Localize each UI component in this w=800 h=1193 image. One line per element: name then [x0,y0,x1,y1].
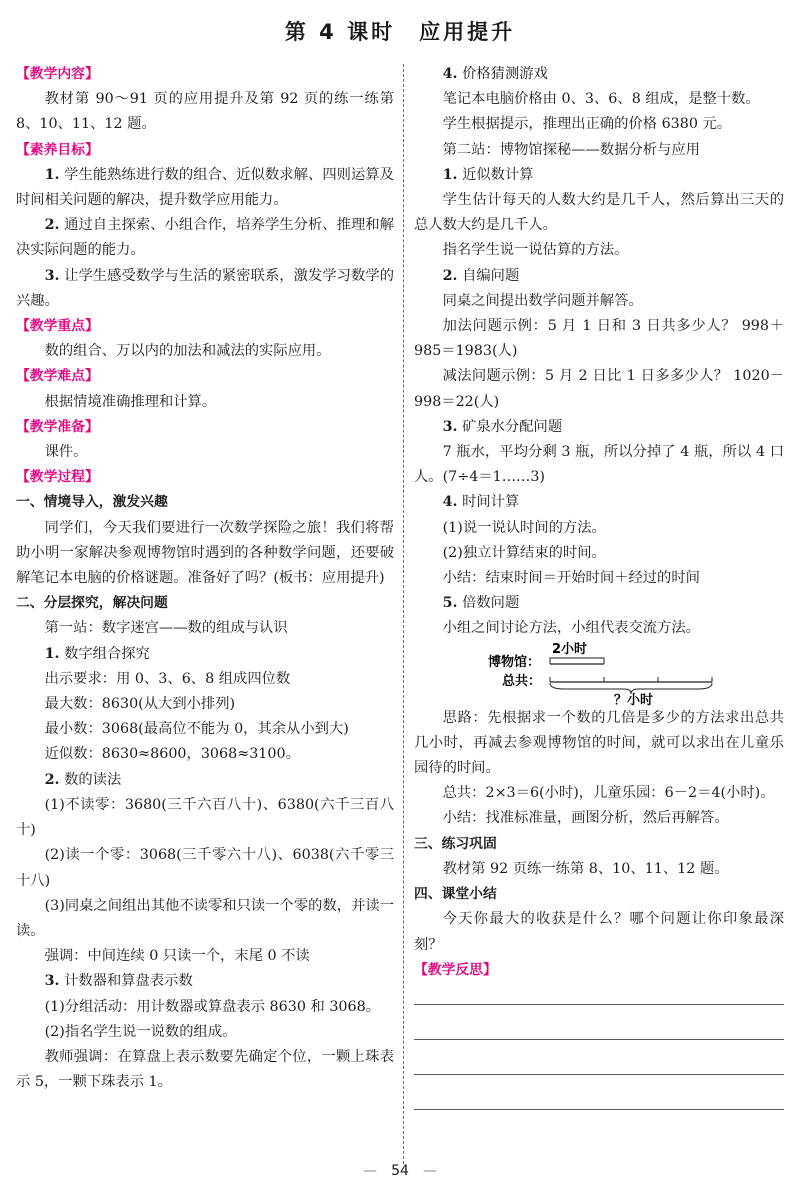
section-heading: 二、分层探究，解决问题 [16,595,168,612]
item-title: 2. 自编问题 [442,267,520,284]
item-line: (2)独立计算结束的时间。 [442,544,606,561]
item-line: 小组之间讨论方法，小组代表交流方法。 [442,620,700,637]
prep-text: 课件。 [44,444,88,461]
item-line: 强调：中间连续 0 只读一个，末尾 0 不读 [44,948,310,965]
item-line: 近似数：8630≈8600，3068≈3100。 [44,746,300,763]
reflection-line [414,1022,784,1040]
item-title: 3. 计数器和算盘表示数 [44,973,193,990]
museum-label: 博物馆： [488,654,541,670]
section-heading: 三、练习巩固 [414,835,497,852]
item-line: (2)指名学生说一说数的组成。 [44,1023,237,1040]
segment-diagram [414,642,784,706]
section-text: 同学们，今天我们要进行一次数学探险之旅！我们将帮助小明一家解决参观博物馆时遇到的各种数学问题，还要破解笔记本电脑的价格谜题。准备好了吗？(板书：应用提升) [16,519,394,587]
goal-item: 3. 让学生感受数学与生活的紧密联系，激发学习数学的兴趣。 [16,267,394,309]
reflection-line [414,987,784,1005]
item-title: 3. 矿泉水分配问题 [442,418,563,435]
museum-brace [550,658,604,664]
difficulty-text: 根据情境准确推理和计算。 [44,393,217,410]
item-line: 7 瓶水，平均分剩 3 瓶，所以分掉了 4 瓶，所以 4 口人。(7÷4＝1……3) [414,444,784,486]
item-line: 总共：2×3＝6(小时)，儿童乐园：6－2＝4(小时)。 [442,785,775,802]
item-title: 5. 倍数问题 [442,595,520,612]
station-title: 第二站：博物馆探秘——数据分析与应用 [442,141,700,158]
item-line: 小结：找准标准量，画图分析，然后再解答。 [442,810,729,827]
item-line: (2)读一个零：3068(三千零六十八)、6038(六千零三十八) [16,847,394,889]
item-line: 小结：结束时间＝开始时间＋经过的时间 [442,570,700,587]
total-label: 总共： [502,673,542,689]
goal-item: 1. 学生能熟练进行数的组合、近似数求解、四则运算及时间相关问题的解决，提升数学应用能力。 [16,166,394,209]
key-text: 数的组合、万以内的加法和减法的实际应用。 [44,343,331,360]
goal-item: 2. 通过自主探索、小组合作，培养学生分析、推理和解决实际问题的能力。 [16,217,394,259]
key-tag: 【教学重点】 [16,318,99,335]
item-line: (1)不读零：3680(三千六百八十)、6380(六千三百八十) [16,796,394,839]
item-line: 思路：先根据求一个数的几倍是多少的方法求出总共几小时，再减去参观博物馆的时间，就可以求出在儿童乐园待的时间。 [414,709,784,777]
goals-tag: 【素养目标】 [16,141,99,158]
item-line: 最小数：3068(最高位不能为 0，其余从小到大) [44,721,349,738]
difficulty-tag: 【教学难点】 [16,368,99,385]
item-line: 教师强调：在算盘上表示数要先确定个位，一颗上珠表示 5，一颗下珠表示 1。 [16,1048,394,1091]
item-line: 笔记本电脑价格由 0、3、6、8 组成，是整十数。 [442,91,760,108]
item-line: (1)分组活动：用计数器或算盘表示 8630 和 3068。 [44,998,380,1015]
item-title: 1. 近似数计算 [442,166,534,183]
item-title: 4. 时间计算 [442,494,520,511]
item-line: 出示要求：用 0、3、6、8 组成四位数 [44,670,291,687]
item-line: 同桌之间提出数学问题并解答。 [442,292,643,309]
segment-diagram-svg [414,642,784,706]
prep-tag: 【教学准备】 [16,418,99,435]
column-divider [403,64,404,1164]
item-line: 学生估计每天的人数大约是几千人，然后算出三天的总人数大约是几千人。 [414,192,784,234]
reflection-line [414,1057,784,1075]
station-title: 第一站：数字迷宫——数的组成与认识 [44,620,288,637]
page-title: 第 4 课时 应用提升 [284,20,516,44]
section-text: 教材第 92 页练一练第 8、10、11、12 题。 [442,860,729,877]
reflection-line [414,1092,784,1110]
content-tag: 【教学内容】 [16,66,99,82]
page-number-value: 54 [391,1163,409,1179]
item-title: 2. 数的读法 [44,771,122,788]
item-line: 加法问题示例：5 月 1 日和 3 日共多少人？ 998＋985＝1983(人) [414,318,784,360]
left-column [16,62,394,1095]
section-heading: 四、课堂小结 [414,886,497,903]
process-tag: 【教学过程】 [16,469,99,486]
item-line: 最大数：8630(从大到小排列) [44,696,236,713]
right-column [414,62,784,1127]
page-number: — 54 — [363,1163,437,1179]
item-line: (3)同桌之间组出其他不读零和只读一个零的数，并读一读。 [16,897,394,939]
item-line: (1)说一说认时间的方法。 [442,519,606,536]
section-heading: 一、情境导入，激发兴趣 [16,494,168,511]
reflection-tag: 【教学反思】 [414,961,497,978]
item-title: 1. 数字组合探究 [44,645,150,662]
item-title: 4. 价格猜测游戏 [442,66,548,82]
section-text: 今天你最大的收获是什么？哪个问题让你印象最深刻？ [414,911,784,953]
item-line: 指名学生说一说估算的方法。 [442,242,629,259]
content-text: 教材第 90～91 页的应用提升及第 92 页的练一练第 8、10、11、12 题。 [16,91,394,133]
total-time-label: ？小时 [614,692,654,706]
item-line: 学生根据提示，推理出正确的价格 6380 元。 [442,116,732,133]
museum-time-label: 2小时 [552,641,588,657]
item-line: 减法问题示例：5 月 2 日比 1 日多多少人？ 1020－998＝22(人) [414,368,784,410]
